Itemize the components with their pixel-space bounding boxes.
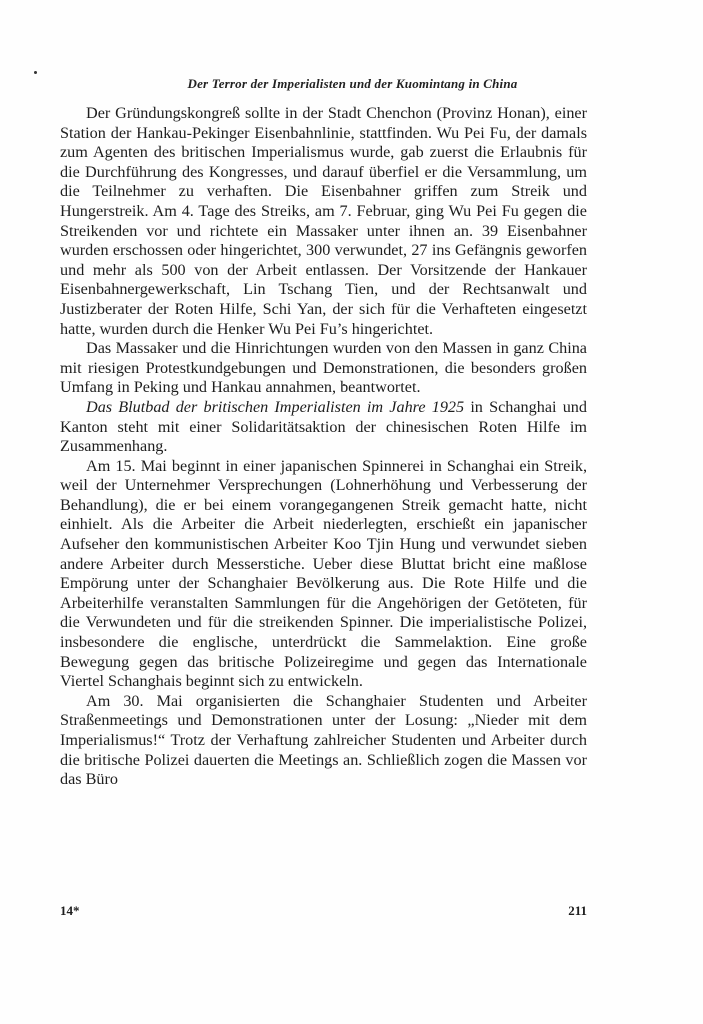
paragraph-3: [60, 398, 587, 457]
printer-signature: 14*: [60, 903, 80, 918]
paragraph-3-text: in Schanghai und Kanton steht mit einer Solidaritätsaktion der chinesischen Roten Hilfe im Zusammenhang.: [60, 397, 587, 456]
body-text: [60, 104, 587, 790]
paragraph-4: Am 15. Mai beginnt in einer japanischen Spinnerei in Schanghai ein Streik, weil der Unternehmer Versprechungen (Lohnerhöhung und Verbesserung der Behandlung), die er bei einem vorangegangenen Streik gemacht hatte, nicht einhielt. Als die Arbeiter die Arbeit niederlegten, erschießt ein japanischer Aufseher den kommunistischen Arbeiter Koo Tjin Hung und verwundet sieben andere Arbeiter durch Messerstiche. Ueber diese Bluttat bricht eine maßlose Empörung unter der Schanghaier Bevölkerung aus. Die Rote Hilfe und die Arbeiterhilfe veranstalten Sammlungen für die Angehörigen der Getöteten, für die Verwundeten und für die streikenden Spinner. Die imperialistische Polizei, insbesondere die englische, unterdrückt die Sammelaktion. Eine große Bewegung gegen das britische Polizeiregime und gegen das Internationale Viertel Schanghais beginnt sich zu entwickeln.: [60, 456, 587, 691]
running-header: Der Terror der Imperialisten und der Kuomintang in China: [187, 76, 518, 91]
paragraph-1: Der Gründungskongreß sollte in der Stadt Chenchon (Provinz Honan), einer Station der Hankau-Pekinger Eisenbahnlinie, stattfinden. Wu Pei Fu, der damals zum Agenten des britischen Imperialismus wurde, gab zuerst die Erlaubnis für die Durchführung des Kongresses, und darauf überfiel er die Versammlung, um die Teilnehmer zu verhaften. Die Eisenbahner griffen zum Streik und Hungerstreik. Am 4. Tage des Streiks, am 7. Februar, ging Wu Pei Fu gegen die Streikenden vor und richtete ein Massaker unter ihnen an. 39 Eisenbahner wurden erschossen oder hingerichtet, 300 verwundet, 27 ins Gefängnis geworfen und mehr als 500 von der Arbeit entlassen. Der Vorsitzende der Hankauer Eisenbahnergewerkschaft, Lin Tschang Tien, und der Rechtsanwalt und Justizberater der Roten Hilfe, Schi Yan, der sich für die Verhafteten eingesetzt hatte, wurden durch die Henker Wu Pei Fu’s hingerichtet.: [60, 104, 587, 338]
page-number: 211: [568, 903, 587, 918]
paragraph-5: Am 30. Mai organisierten die Schanghaier Studenten und Arbeiter Straßenmeetings und Demonstrationen unter der Losung: „Nieder mit dem Imperialismus!“ Trotz der Verhaftung zahlreicher Studenten und Arbeiter durch die britische Polizei dauerten die Meetings an. Schließlich zogen die Massen vor das Büro: [60, 691, 587, 789]
paragraph-3-italic-lead: Das Blutbad der britischen Imperialisten im Jahre 1925: [86, 397, 465, 416]
paragraph-2: Das Massaker und die Hinrichtungen wurden von den Massen in ganz China mit riesigen Protestkundgebungen und Demonstrationen, die besonders großen Umfang in Peking und Hankau annahmen, beantwortet.: [60, 339, 587, 397]
print-speck: [34, 71, 37, 74]
